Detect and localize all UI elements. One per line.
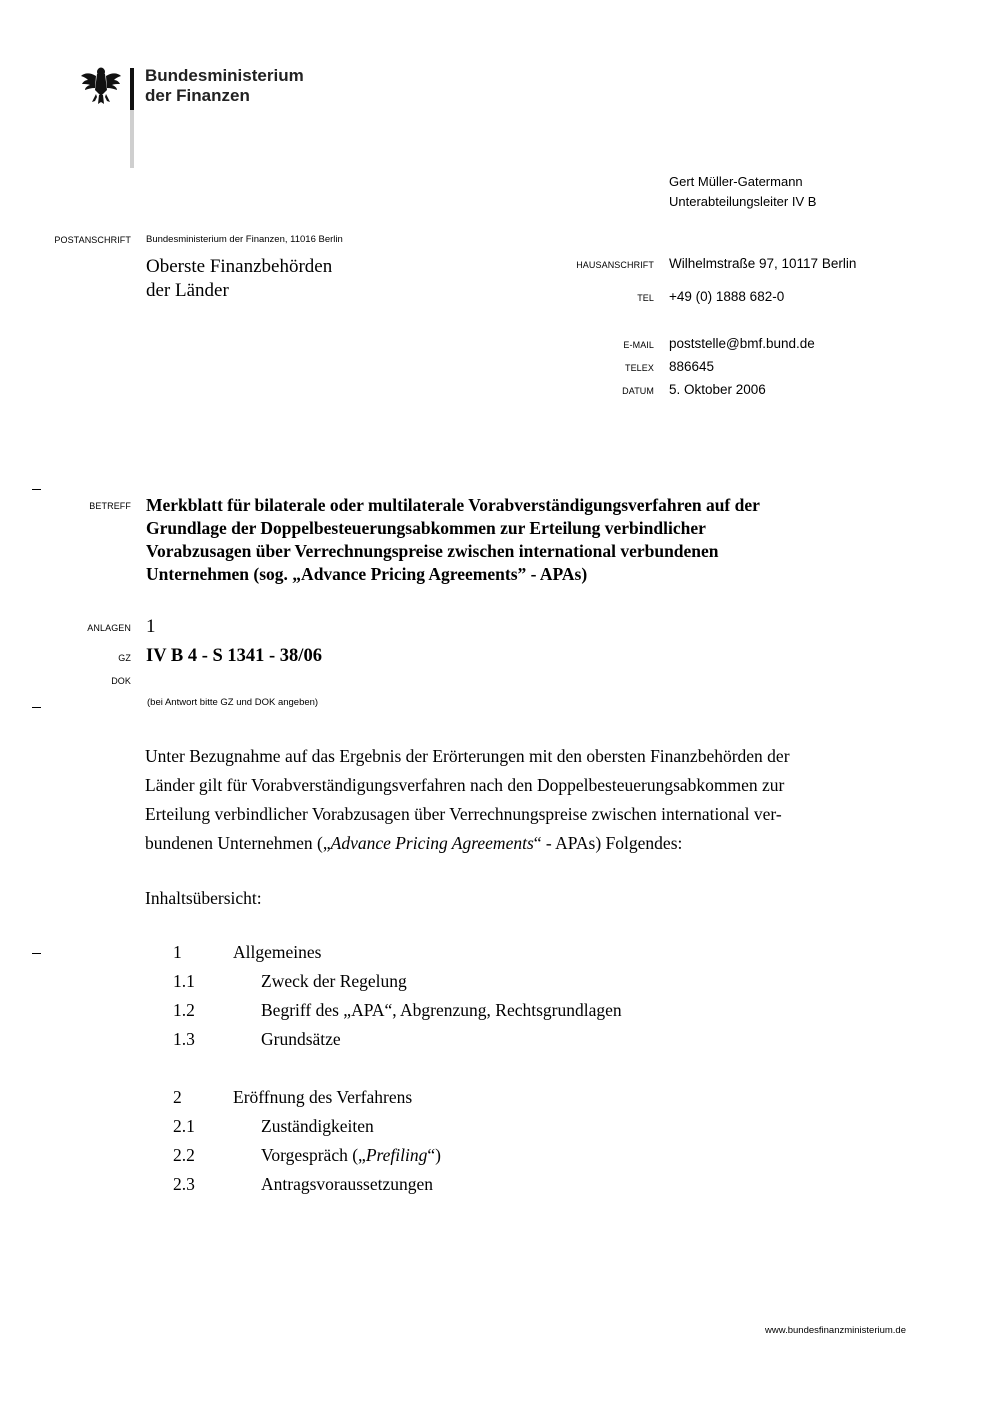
toc-num: 1.2 — [173, 1000, 195, 1020]
gz-value: IV B 4 - S 1341 - 38/06 — [146, 646, 322, 666]
intro-line-4-italic: Advance Pricing Agreements — [330, 833, 534, 853]
recipient-line-2: der Länder — [146, 280, 229, 301]
logo-divider-bottom — [130, 110, 134, 168]
toc-title-a: Vorgespräch („ — [261, 1145, 366, 1165]
betreff-line-4: Unternehmen (sog. „Advance Pricing Agreements” - APAs) — [146, 564, 588, 584]
betreff-line-2: Grundlage der Doppelbesteuerungsabkommen zur Erteilung verbindlicher — [146, 518, 706, 538]
datum-value: 5. Oktober 2006 — [669, 382, 766, 397]
ministry-logo — [80, 62, 304, 172]
toc-num: 2.3 — [173, 1174, 195, 1194]
recipient-line-1: Oberste Finanzbehörden — [146, 256, 333, 277]
fold-mark-1 — [32, 489, 41, 490]
toc-title — [261, 1145, 441, 1166]
toc-title: Grundsätze — [261, 1029, 341, 1049]
anlagen-label: ANLAGEN — [87, 623, 131, 633]
logo-line-2: der Finanzen — [145, 86, 250, 105]
toc-title: Zweck der Regelung — [261, 971, 407, 991]
intro-line-1: Unter Bezugnahme auf das Ergebnis der Erörterungen mit den obersten Finanzbehörden der — [145, 746, 790, 766]
betreff-text — [146, 494, 886, 586]
toc-title-italic: Prefiling — [365, 1145, 428, 1165]
intro-line-2: Länder gilt für Vorabverständigungsverfahren nach den Doppelbesteuerungsabkommen zur — [145, 775, 785, 795]
toc-title-c: “) — [427, 1145, 441, 1165]
toc-title: Allgemeines — [233, 942, 322, 962]
intro-line-4-a: bundenen Unternehmen („ — [145, 833, 331, 853]
intro-line-3: Erteilung verbindlicher Vorabzusagen über Verrechnungspreise zwischen international ver- — [145, 804, 782, 824]
toc-title: Eröffnung des Verfahrens — [233, 1087, 413, 1107]
federal-eagle-icon — [80, 64, 122, 108]
toc-heading: Inhaltsübersicht: — [145, 888, 262, 908]
intro-line-4-c: “ - APAs) Folgendes: — [533, 833, 683, 853]
tel-value: +49 (0) 1888 682-0 — [669, 289, 785, 304]
toc-num: 1.3 — [173, 1029, 195, 1049]
fold-mark-2 — [32, 707, 41, 708]
datum-label: DATUM — [622, 386, 654, 396]
toc-num: 1.1 — [173, 971, 195, 991]
postanschrift-value: Bundesministerium der Finanzen, 11016 Berlin — [146, 234, 343, 245]
betreff-line-3: Vorabzusagen über Verrechnungspreise zwischen international verbundenen — [146, 541, 719, 561]
reply-hint: (bei Antwort bitte GZ und DOK angeben) — [147, 697, 319, 708]
toc-num: 2.2 — [173, 1145, 195, 1165]
sender-name: Gert Müller-Gatermann — [669, 174, 803, 189]
betreff-line-1: Merkblatt für bilaterale oder multilaterale Vorabverständigungsverfahren auf der — [146, 495, 760, 515]
toc-num: 2 — [173, 1087, 182, 1107]
tel-label: TEL — [637, 293, 654, 303]
logo-line-1: Bundesministerium — [145, 66, 304, 85]
gz-label: GZ — [118, 653, 131, 663]
hausanschrift-value: Wilhelmstraße 97, 10117 Berlin — [669, 256, 857, 271]
telex-label: TELEX — [624, 363, 654, 373]
anlagen-value: 1 — [146, 616, 156, 637]
betreff-label: BETREFF — [89, 501, 131, 511]
email-label: E-MAIL — [623, 340, 654, 350]
logo-divider-top — [130, 68, 134, 110]
sender-role: Unterabteilungsleiter IV B — [669, 194, 817, 209]
footer-url[interactable]: www.bundesfinanzministerium.de — [765, 1325, 906, 1336]
email-value[interactable]: poststelle@bmf.bund.de — [669, 336, 815, 351]
fold-mark-3 — [32, 953, 41, 954]
hausanschrift-label: HAUSANSCHRIFT — [576, 260, 654, 270]
postanschrift-label: POSTANSCHRIFT — [54, 235, 131, 245]
intro-line-4 — [145, 829, 905, 858]
toc-title: Begriff des „APA“, Abgrenzung, Rechtsgrundlagen — [261, 1000, 622, 1020]
intro-paragraph — [145, 742, 905, 858]
toc-title: Zuständigkeiten — [261, 1116, 374, 1136]
toc-num: 2.1 — [173, 1116, 195, 1136]
toc-title: Antragsvoraussetzungen — [261, 1174, 434, 1194]
toc-num: 1 — [173, 942, 182, 962]
telex-value: 886645 — [669, 359, 715, 374]
dok-label: DOK — [111, 676, 131, 686]
